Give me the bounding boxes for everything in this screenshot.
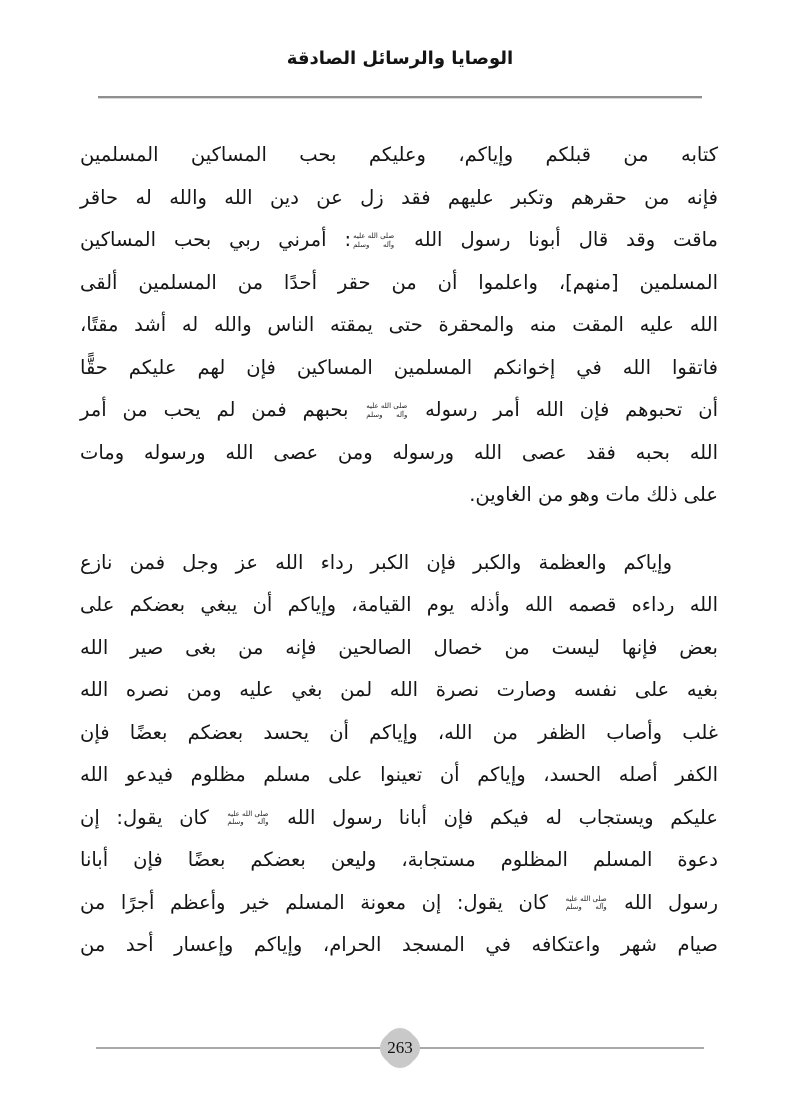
text-line bbox=[80, 627, 718, 670]
text-run: بعض فإنها ليست من خصال الصالحين فإنه من بغى صير الله bbox=[80, 635, 718, 659]
text-line bbox=[80, 712, 718, 755]
text-run: ماقت وقد قال أبونا رسول الله bbox=[396, 228, 718, 251]
page-header bbox=[0, 48, 800, 69]
text-line bbox=[80, 389, 718, 432]
text-line bbox=[80, 882, 718, 925]
text-run: فإنه من حقرهم وتكبر عليهم فقد زل عن دين الله والله له حاقر bbox=[80, 185, 718, 209]
text-line bbox=[80, 474, 718, 517]
text-run: عليكم ويستجاب له فيكم فإن أبانا رسول الله bbox=[270, 805, 718, 829]
text-line bbox=[80, 669, 718, 712]
honorific-salawat-icon: صلى الله عليه وآله وسلم bbox=[227, 809, 269, 826]
text-run: صيام شهر واعتكافه في المسجد الحرام، وإياكم وإعسار أحد من bbox=[80, 933, 718, 956]
text-body bbox=[80, 134, 718, 992]
paragraph bbox=[80, 134, 718, 517]
text-line bbox=[80, 219, 718, 262]
text-run: كان يقول: إن bbox=[80, 805, 226, 829]
text-line bbox=[80, 347, 718, 390]
text-line bbox=[80, 797, 718, 840]
text-run: الله رداءه قصمه الله وأذله يوم القيامة، وإياكم أن يبغي بعضكم على bbox=[80, 593, 718, 616]
text-line bbox=[80, 134, 718, 177]
text-run: الله عليه المقت منه والمحقرة حتى يمقته الناس والله له أشد مقتًا، bbox=[80, 313, 718, 336]
text-line bbox=[80, 177, 718, 220]
text-run: رسول الله bbox=[608, 890, 718, 914]
header-rule bbox=[98, 96, 702, 99]
text-line bbox=[80, 262, 718, 305]
honorific-salawat-icon: صلى الله عليه وآله وسلم bbox=[565, 894, 607, 911]
text-run: كتابه من قبلكم وإياكم، وعليكم بحب المساكين المسلمين bbox=[80, 143, 718, 166]
paragraph bbox=[80, 542, 718, 967]
text-run: : أمرني ربي بحب المساكين bbox=[80, 228, 352, 251]
text-line bbox=[80, 754, 718, 797]
page-title: الوصايا والرسائل الصادقة bbox=[286, 48, 514, 69]
text-line bbox=[80, 924, 718, 967]
text-run: أن تحبوهم فإن الله أمر رسوله bbox=[409, 398, 718, 421]
text-run: المسلمين [منهم]، واعلموا أن من حقر أحدًا من المسلمين ألقى bbox=[80, 270, 718, 294]
text-run: بغيه على نفسه وصارت نصرة الله لمن بغي عليه ومن نصره الله bbox=[80, 678, 718, 701]
page-number: 263 bbox=[387, 1038, 413, 1057]
text-line bbox=[80, 432, 718, 475]
text-line bbox=[80, 304, 718, 347]
text-run: غلب وأصاب الظفر من الله، وإياكم أن يحسد بعضكم بعضًا فإن bbox=[80, 720, 718, 744]
honorific-salawat-icon: صلى الله عليه وآله وسلم bbox=[366, 402, 408, 419]
text-run: الكفر أصله الحسد، وإياكم أن تعينوا على مسلم مظلوم فيدعو الله bbox=[80, 763, 718, 786]
text-run: الله بحبه فقد عصى الله ورسوله ومن عصى الله ورسوله ومات bbox=[80, 440, 718, 464]
text-run: دعوة المسلم المظلوم مستجابة، وليعن بعضكم بعضًا فإن أبانا bbox=[80, 848, 718, 871]
text-run: فاتقوا الله في إخوانكم المسلمين المساكين فإن لهم عليكم حقًّا bbox=[80, 355, 718, 379]
honorific-salawat-icon: صلى الله عليه وآله وسلم bbox=[353, 232, 395, 249]
text-line bbox=[80, 839, 718, 882]
text-line bbox=[80, 584, 718, 627]
text-run: وإياكم والعظمة والكبر فإن الكبر رداء الله عز وجل فمن نازع bbox=[80, 550, 672, 574]
text-run: بحبهم فمن لم يحب من أمر bbox=[80, 398, 365, 421]
text-run: كان يقول: إن معونة المسلم خير وأعظم أجرًا من bbox=[80, 890, 564, 914]
text-line bbox=[80, 542, 718, 585]
text-run: على ذلك مات وهو من الغاوين. bbox=[469, 483, 718, 506]
